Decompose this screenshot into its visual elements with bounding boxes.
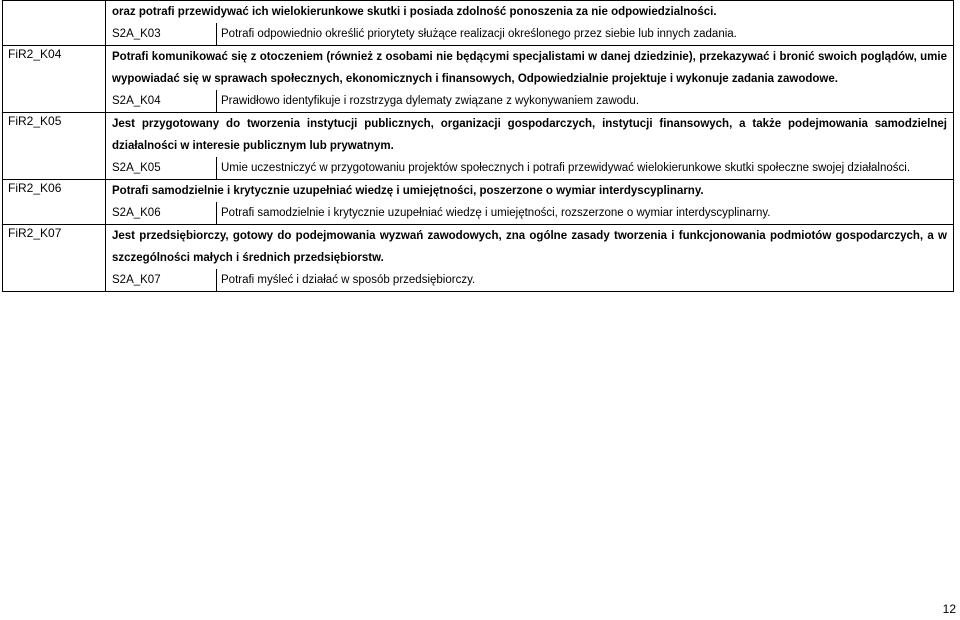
outcome-row — [3, 225, 954, 292]
detailed-outcome-code: S2A_K07 — [112, 274, 161, 286]
detailed-outcome-text: Umie uczestniczyć w przygotowaniu projektów społecznych i potrafi przewidywać wielokierunkowe skutki społeczne swojej działalności. — [216, 157, 953, 179]
outcome-code — [3, 1, 106, 46]
detailed-outcome — [106, 157, 953, 179]
outcome-row — [3, 180, 954, 225]
outcome-code: FiR2_K04 — [3, 46, 106, 113]
detailed-outcome-code: S2A_K06 — [112, 207, 161, 219]
outcome-statement: Potrafi samodzielnie i krytycznie uzupełniać wiedzę i umiejętności, poszerzone o wymiar interdyscyplinarny. — [112, 185, 704, 197]
outcome-content — [106, 225, 954, 292]
detailed-outcome — [106, 269, 953, 291]
outcome-code: FiR2_K05 — [3, 113, 106, 180]
detailed-outcome-code: S2A_K04 — [112, 95, 161, 107]
detailed-outcome — [106, 90, 953, 112]
detailed-outcome-text: Potrafi myśleć i działać w sposób przedsiębiorczy. — [216, 269, 953, 291]
outcome-content — [106, 180, 954, 225]
outcome-statement: Jest przygotowany do tworzenia instytucji publicznych, organizacji gospodarczych, instytucji finansowych, a także podejmowania samodzielnej działalności w interesie publicznym lub prywatnym. — [112, 118, 947, 152]
detailed-outcome-text: Potrafi samodzielnie i krytycznie uzupełniać wiedzę i umiejętności, rozszerzone o wymiar interdyscyplinarny. — [216, 202, 953, 224]
detailed-outcome-text: Potrafi odpowiednio określić priorytety służące realizacji określonego przez siebie lub innych zadania. — [216, 23, 953, 45]
outcome-content — [106, 1, 954, 46]
outcome-code: FiR2_K07 — [3, 225, 106, 292]
outcome-row — [3, 113, 954, 180]
outcome-statement: Jest przedsiębiorczy, gotowy do podejmowania wyzwań zawodowych, zna ogólne zasady tworzenia i funkcjonowania podmiotów gospodarczych, a w szczególności małych i średnich przedsiębiorstw. — [112, 230, 947, 264]
detailed-outcome — [106, 202, 953, 224]
outcome-row — [3, 1, 954, 46]
outcome-content — [106, 113, 954, 180]
page-number: 12 — [942, 602, 956, 616]
detailed-outcome — [106, 23, 953, 45]
detailed-outcome-text: Prawidłowo identyfikuje i rozstrzyga dylematy związane z wykonywaniem zawodu. — [216, 90, 953, 112]
detailed-outcome-code: S2A_K05 — [112, 162, 161, 174]
outcome-statement: Potrafi komunikować się z otoczeniem (również z osobami nie będącymi specjalistami w danej dziedzinie), przekazywać i bronić swoich poglądów, umie wypowiadać się w sprawach społecznych, ekonomicznych i finansowych, Odpowiedzialnie projektuje i wykonuje zadania zawodowe. — [112, 51, 947, 85]
outcome-statement: oraz potrafi przewidywać ich wielokierunkowe skutki i posiada zdolność ponoszenia za nie odpowiedzialności. — [112, 6, 717, 18]
outcome-code: FiR2_K06 — [3, 180, 106, 225]
learning-outcomes-table — [2, 0, 954, 292]
detailed-outcome-code: S2A_K03 — [112, 28, 161, 40]
outcome-content — [106, 46, 954, 113]
outcome-row — [3, 46, 954, 113]
